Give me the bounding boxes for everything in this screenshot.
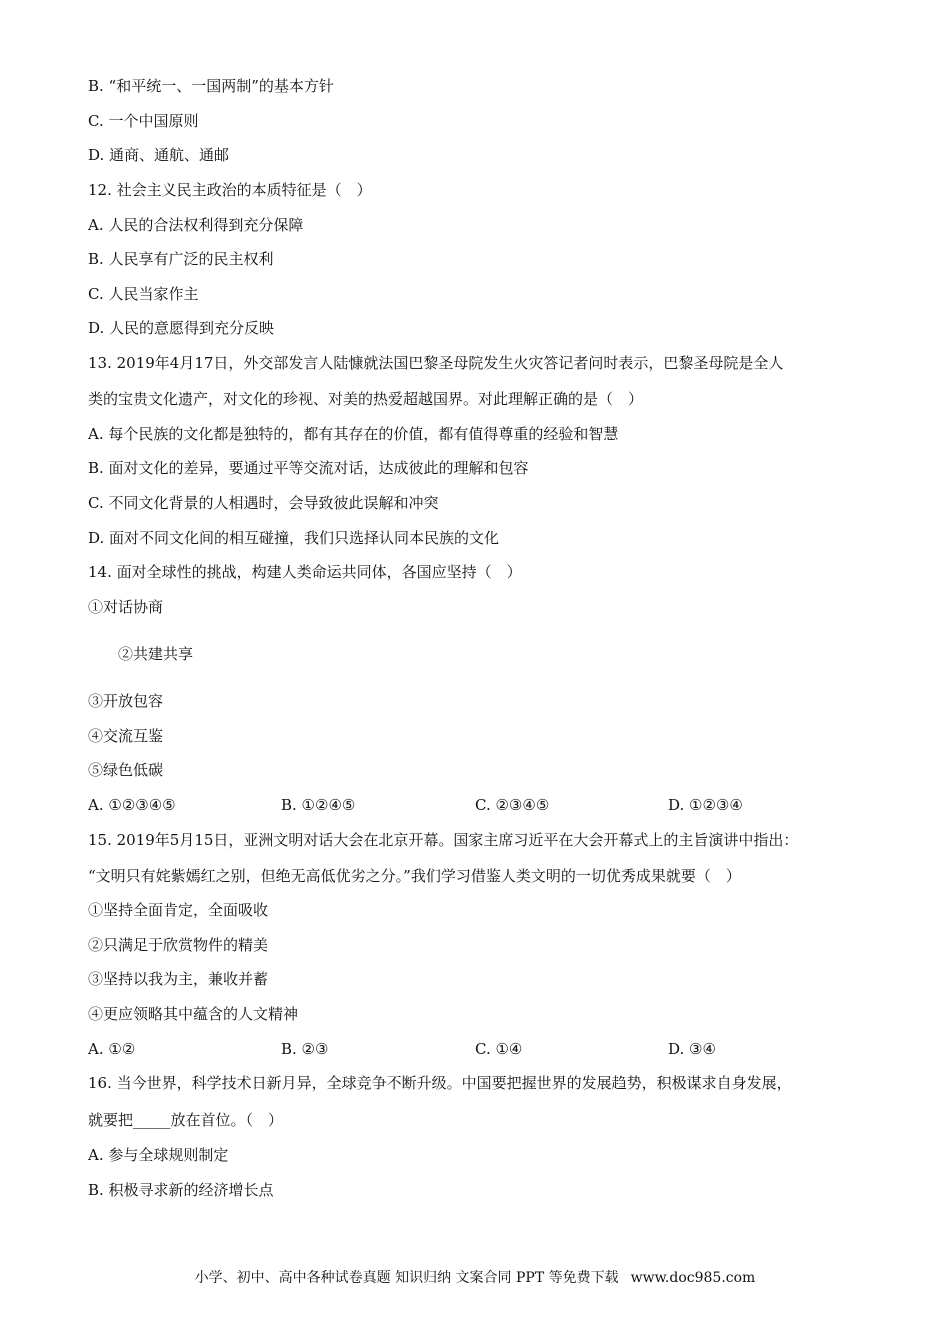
q14-options xyxy=(0,795,950,815)
q16-stem-line-1: 16. 当今世界，科学技术日新月异，全球竞争不断升级。中国要把握世界的发展趋势，积极谋求自身发展， xyxy=(88,1074,792,1092)
q14-item-2: ②共建共享 xyxy=(118,645,194,663)
q15-item-2: ②只满足于欣赏物件的精美 xyxy=(88,936,269,954)
q14-item-4: ④交流互鉴 xyxy=(88,727,164,745)
q14-item-3: ③开放包容 xyxy=(88,692,164,710)
q11-option-d: D. 通商、通航、通邮 xyxy=(88,146,230,164)
q15-item-1: ①坚持全面肯定，全面吸收 xyxy=(88,901,269,919)
q16-option-b: B. 积极寻求新的经济增长点 xyxy=(88,1181,274,1199)
q15-stem-line-2: “文明只有姹紫嫣红之别，但绝无高低优劣之分。”我们学习借鉴人类文明的一切优秀成果就要（ ） xyxy=(88,867,741,885)
footer-text: 小学、初中、高中各种试卷真题 知识归纳 文案合同 PPT 等免费下载 xyxy=(194,1270,619,1286)
q13-option-a: A. 每个民族的文化都是独特的，都有其存在的价值，都有值得尊重的经验和智慧 xyxy=(88,425,619,443)
q15-option-a: A. ①② xyxy=(88,1040,136,1058)
q14-option-d: D. ①②③④ xyxy=(668,796,743,814)
q13-option-b: B. 面对文化的差异，要通过平等交流对话，达成彼此的理解和包容 xyxy=(88,459,529,477)
footer-site-link[interactable]: www.doc985.com xyxy=(630,1270,756,1286)
q13-option-c: C. 不同文化背景的人相遇时，会导致彼此误解和冲突 xyxy=(88,494,439,512)
q15-options xyxy=(0,1039,950,1059)
q11-option-c: C. 一个中国原则 xyxy=(88,112,199,130)
q15-option-c: C. ①④ xyxy=(475,1040,523,1058)
q15-stem-line-1: 15. 2019年5月15日，亚洲文明对话大会在北京开幕。国家主席习近平在大会开幕式上的主旨演讲中指出： xyxy=(88,831,799,849)
q14-option-c: C. ②③④⑤ xyxy=(475,796,550,814)
q15-option-d: D. ③④ xyxy=(668,1040,716,1058)
q16-option-a: A. 参与全球规则制定 xyxy=(88,1146,229,1164)
q15-item-4: ④更应领略其中蕴含的人文精神 xyxy=(88,1005,299,1023)
q12-option-d: D. 人民的意愿得到充分反映 xyxy=(88,319,275,337)
q15-option-b: B. ②③ xyxy=(281,1040,329,1058)
q12-option-b: B. 人民享有广泛的民主权利 xyxy=(88,250,274,268)
page-footer xyxy=(0,1268,950,1288)
q16-stem-line-2: 就要把_____放在首位。（ ） xyxy=(88,1111,284,1129)
q14-item-1: ①对话协商 xyxy=(88,598,164,616)
q12-option-c: C. 人民当家作主 xyxy=(88,285,199,303)
q12-stem: 12. 社会主义民主政治的本质特征是（ ） xyxy=(88,181,372,199)
q12-option-a: A. 人民的合法权利得到充分保障 xyxy=(88,216,304,234)
q14-option-b: B. ①②④⑤ xyxy=(281,796,356,814)
q13-stem-line-1: 13. 2019年4月17日，外交部发言人陆慷就法国巴黎圣母院发生火灾答记者问时表示，巴黎圣母院是全人 xyxy=(88,354,784,372)
q15-item-3: ③坚持以我为主，兼收并蓄 xyxy=(88,970,269,988)
q14-item-5: ⑤绿色低碳 xyxy=(88,761,164,779)
q11-option-b: B. “和平统一、一国两制”的基本方针 xyxy=(88,77,334,95)
q14-stem: 14. 面对全球性的挑战，构建人类命运共同体，各国应坚持（ ） xyxy=(88,563,522,581)
q13-stem-line-2: 类的宝贵文化遗产，对文化的珍视、对美的热爱超越国界。对此理解正确的是（ ） xyxy=(88,390,644,408)
q14-option-a: A. ①②③④⑤ xyxy=(88,796,176,814)
q13-option-d: D. 面对不同文化间的相互碰撞，我们只选择认同本民族的文化 xyxy=(88,529,500,547)
